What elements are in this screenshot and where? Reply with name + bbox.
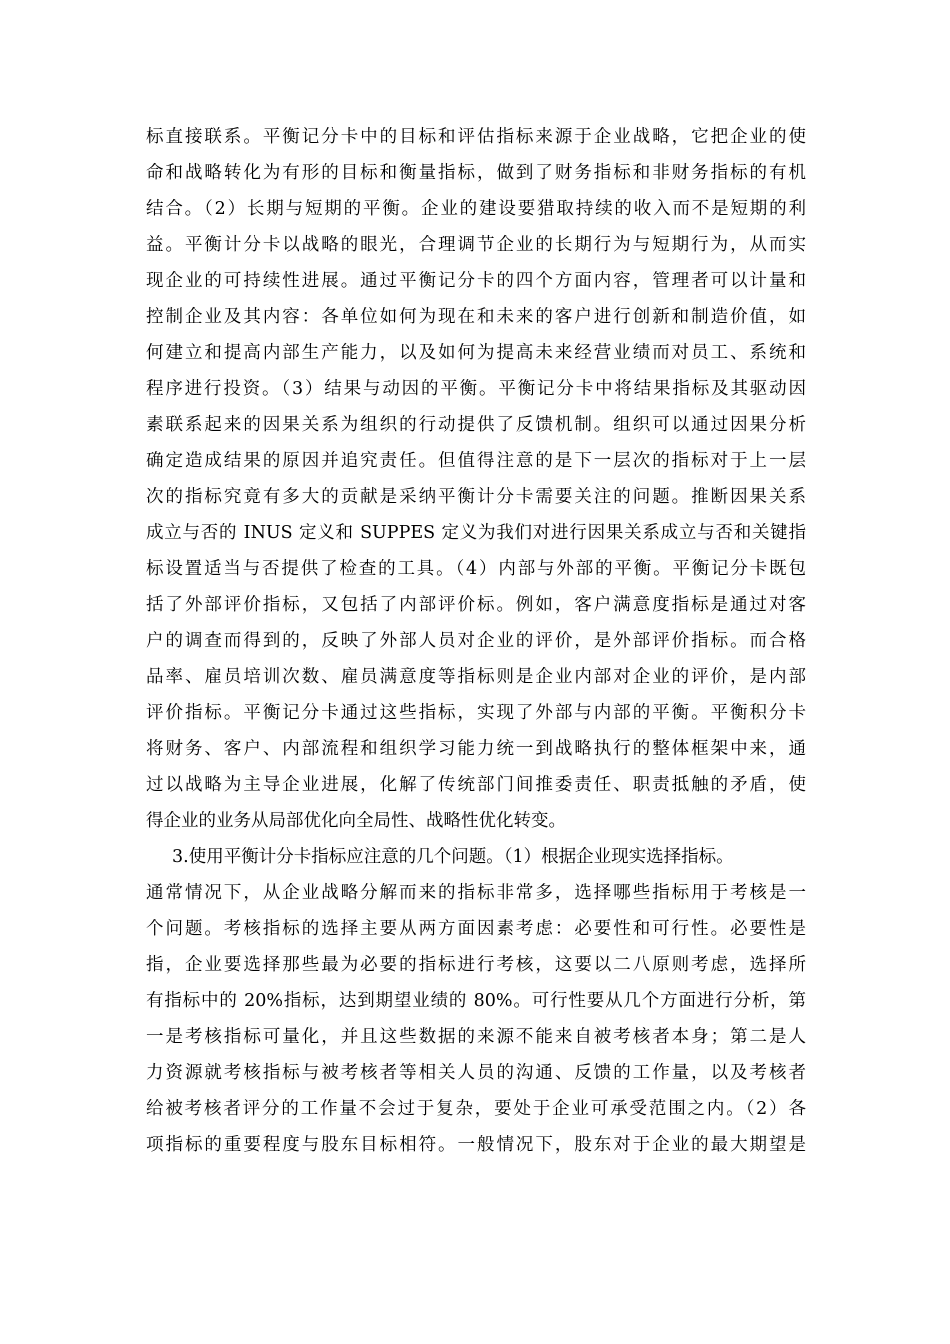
text-line: 益。平衡计分卡以战略的眼光，合理调节企业的长期行为与短期行为，从而实 — [146, 235, 806, 255]
text-line: 现企业的可持续性进展。通过平衡记分卡的四个方面内容，管理者可以计量和 — [146, 271, 806, 291]
text-line: 给被考核者评分的工作量不会过于复杂，要处于企业可承受范围之内。（2）各 — [146, 1099, 806, 1119]
text-line: 程序进行投资。（3）结果与动因的平衡。平衡记分卡中将结果指标及其驱动因 — [146, 379, 806, 399]
text-line: 项指标的重要程度与股东目标相符。一般情况下，股东对于企业的最大期望是 — [146, 1135, 806, 1155]
text-line: 控制企业及其内容：各单位如何为现在和未来的客户进行创新和制造价值，如 — [146, 307, 806, 327]
text-line: 得企业的业务从局部优化向全局性、战略性优化转变。 — [146, 811, 566, 831]
text-line: 成立与否的 INUS 定义和 SUPPES 定义为我们对进行因果关系成立与否和关键指 — [146, 523, 806, 543]
text-line: 次的指标究竟有多大的贡献是采纳平衡计分卡需要关注的问题。推断因果关系 — [146, 487, 806, 507]
text-line: 过以战略为主导企业进展，化解了传统部门间推委责任、职责抵触的矛盾，使 — [146, 775, 806, 795]
section-heading-line: 3.使用平衡计分卡指标应注意的几个问题。（1）根据企业现实选择指标。 — [172, 847, 734, 867]
text-line: 素联系起来的因果关系为组织的行动提供了反馈机制。组织可以通过因果分析 — [146, 415, 806, 435]
text-line: 评价指标。平衡记分卡通过这些指标，实现了外部与内部的平衡。平衡积分卡 — [146, 703, 806, 723]
text-line: 指，企业要选择那些最为必要的指标进行考核，这要以二八原则考虑，选择所 — [146, 955, 806, 975]
text-line: 力资源就考核指标与被考核者等相关人员的沟通、反馈的工作量，以及考核者 — [146, 1063, 806, 1083]
text-line: 通常情况下，从企业战略分解而来的指标非常多，选择哪些指标用于考核是一 — [146, 883, 806, 903]
text-line: 户的调查而得到的，反映了外部人员对企业的评价，是外部评价指标。而合格 — [146, 631, 806, 651]
text-line: 标设置适当与否提供了检查的工具。（4）内部与外部的平衡。平衡记分卡既包 — [146, 559, 806, 579]
text-line: 何建立和提高内部生产能力，以及如何为提高未来经营业绩而对员工、系统和 — [146, 343, 806, 363]
text-line: 一是考核指标可量化，并且这些数据的来源不能来自被考核者本身；第二是人 — [146, 1027, 806, 1047]
text-line: 有指标中的 20%指标，达到期望业绩的 80%。可行性要从几个方面进行分析，第 — [146, 991, 806, 1011]
text-line: 标直接联系。平衡记分卡中的目标和评估指标来源于企业战略，它把企业的使 — [146, 127, 806, 147]
text-line: 括了外部评价指标，又包括了内部评价标。例如，客户满意度指标是通过对客 — [146, 595, 806, 615]
text-line: 品率、雇员培训次数、雇员满意度等指标则是企业内部对企业的评价，是内部 — [146, 667, 806, 687]
body-text — [146, 119, 806, 1163]
text-line: 确定造成结果的原因并追究责任。但值得注意的是下一层次的指标对于上一层 — [146, 451, 806, 471]
text-line: 个问题。考核指标的选择主要从两方面因素考虑：必要性和可行性。必要性是 — [146, 919, 806, 939]
text-line: 结合。（2）长期与短期的平衡。企业的建设要猎取持续的收入而不是短期的利 — [146, 199, 806, 219]
text-line: 命和战略转化为有形的目标和衡量指标，做到了财务指标和非财务指标的有机 — [146, 163, 806, 183]
text-line: 将财务、客户、内部流程和组织学习能力统一到战略执行的整体框架中来，通 — [146, 739, 806, 759]
